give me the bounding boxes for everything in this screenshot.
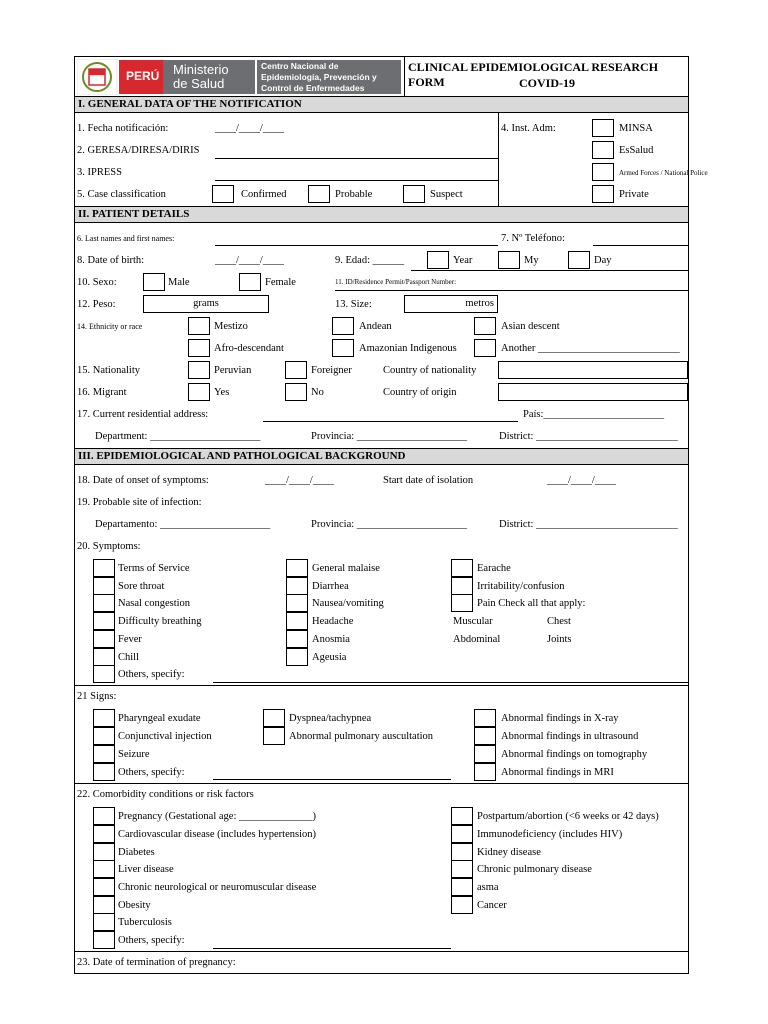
sign-checkbox[interactable]	[93, 709, 115, 727]
label-weight: 12. Peso:	[77, 299, 116, 310]
andean-checkbox[interactable]	[332, 317, 354, 335]
label-ipress: 3. IPRESS	[77, 167, 122, 178]
names-line[interactable]	[215, 245, 498, 246]
sign-checkbox[interactable]	[93, 745, 115, 763]
symptom-label: Nausea/vomiting	[312, 598, 384, 609]
comorbidity-label: Cancer	[477, 900, 507, 911]
logo-center-1: Centro Nacional de	[261, 61, 339, 71]
symptom-label: Irritability/confusion	[477, 581, 565, 592]
sign-label: Abnormal findings in ultrasound	[501, 731, 639, 742]
label-pais: País:_______________________	[523, 409, 665, 420]
symptom-checkbox[interactable]	[286, 612, 308, 630]
comorbidity-label: Chronic pulmonary disease	[477, 864, 592, 875]
id-line[interactable]	[335, 290, 688, 291]
comorbidity-checkbox[interactable]	[93, 896, 115, 914]
label-dob: 8. Date of birth:	[77, 255, 145, 266]
symptom-checkbox[interactable]	[451, 577, 473, 595]
comorbidity-checkbox[interactable]	[451, 878, 473, 896]
comorbidity-label: Cardiovascular disease (includes hypertension)	[118, 829, 316, 840]
onset-date-field[interactable]: ____/____/____	[265, 475, 334, 486]
migrant-yes-checkbox[interactable]	[188, 383, 210, 401]
sign-checkbox[interactable]	[474, 745, 496, 763]
comorbidity-label: Diabetes	[118, 847, 155, 858]
label-armed-forces: Armed Forces / National Police	[619, 169, 708, 177]
symptom-checkbox[interactable]	[93, 559, 115, 577]
divider-20-21	[75, 685, 688, 686]
comorbidity-label: Postpartum/abortion (<6 weeks or 42 days)	[477, 811, 659, 822]
symptom-label: Earache	[477, 563, 511, 574]
sign-checkbox[interactable]	[474, 709, 496, 727]
symptom-label: Sore throat	[118, 581, 165, 592]
label-mestizo: Mestizo	[214, 321, 248, 332]
comorbidity-checkbox[interactable]	[451, 860, 473, 878]
label-year: Year	[453, 255, 473, 266]
comorbidity-checkbox[interactable]	[451, 807, 473, 825]
label-country-nationality: Country of nationality	[383, 365, 477, 376]
label-afro: Afro-descendant	[214, 343, 284, 354]
header-divider	[404, 57, 405, 97]
peruvian-checkbox[interactable]	[188, 361, 210, 379]
essalud-checkbox[interactable]	[592, 141, 614, 159]
label-andean: Andean	[359, 321, 392, 332]
divider-21-22	[75, 783, 688, 784]
logo-ministry-1: Ministerio	[173, 62, 229, 77]
label-nationality: 15. Nationality	[77, 365, 140, 376]
label-id-number: 11. ID/Residence Permit/Passport Number:	[335, 278, 457, 286]
minsa-logo	[77, 59, 402, 95]
comorbidity-checkbox[interactable]	[93, 807, 115, 825]
age-underline	[411, 270, 688, 271]
pain-chest-label: Chest	[547, 616, 571, 627]
label-my: My	[524, 255, 539, 266]
address-line[interactable]	[263, 421, 518, 422]
confirmed-checkbox[interactable]	[212, 185, 234, 203]
symptom-label: Others, specify:	[118, 669, 185, 680]
sign-checkbox[interactable]	[263, 727, 285, 745]
comorbidity-others-line[interactable]	[213, 948, 451, 949]
day-checkbox[interactable]	[568, 251, 590, 269]
migrant-no-checkbox[interactable]	[285, 383, 307, 401]
pain-abdominal-label: Abdominal	[453, 634, 501, 645]
label-private: Private	[619, 189, 649, 200]
label-departamento: Departamento: _____________________	[95, 519, 271, 530]
label-notification-date: 1. Fecha notificación:	[77, 123, 169, 134]
pain-muscular-label: Muscular	[453, 616, 493, 627]
dob-field[interactable]: ____/____/____	[215, 255, 284, 266]
label-minsa: MINSA	[619, 123, 653, 134]
comorbidity-checkbox[interactable]	[93, 931, 115, 949]
symptom-checkbox[interactable]	[93, 577, 115, 595]
size-input[interactable]	[404, 295, 498, 313]
sign-checkbox[interactable]	[93, 727, 115, 745]
sign-label: Seizure	[118, 749, 150, 760]
comorbidity-checkbox[interactable]	[451, 843, 473, 861]
suspect-checkbox[interactable]	[403, 185, 425, 203]
symptom-label: General malaise	[312, 563, 380, 574]
label-isolation-date: Start date of isolation	[383, 475, 474, 486]
comorbidity-checkbox[interactable]	[93, 860, 115, 878]
section-3-heading: III. EPIDEMIOLOGICAL AND PATHOLOGICAL BACKGROUND	[75, 448, 688, 465]
year-checkbox[interactable]	[427, 251, 449, 269]
weight-input[interactable]	[143, 295, 269, 313]
label-male: Male	[168, 277, 190, 288]
comorbidity-checkbox[interactable]	[451, 896, 473, 914]
amazonian-checkbox[interactable]	[332, 339, 354, 357]
symptom-checkbox[interactable]	[93, 594, 115, 612]
symptom-checkbox[interactable]	[93, 612, 115, 630]
comorbidity-label: Liver disease	[118, 864, 174, 875]
comorbidity-label: Others, specify:	[118, 935, 185, 946]
symptom-label: Ageusia	[312, 652, 347, 663]
comorbidity-label: Obesity	[118, 900, 151, 911]
label-peruvian: Peruvian	[214, 365, 252, 376]
symptom-checkbox[interactable]	[286, 577, 308, 595]
symptom-checkbox[interactable]	[286, 630, 308, 648]
private-checkbox[interactable]	[592, 185, 614, 203]
label-district-19: District: ___________________________	[499, 519, 678, 530]
symptom-checkbox[interactable]	[93, 648, 115, 666]
another-checkbox[interactable]	[474, 339, 496, 357]
symptom-checkbox[interactable]	[451, 594, 473, 612]
label-pregnancy-termination: 23. Date of termination of pregnancy:	[77, 957, 236, 968]
logo-ministry-2: de Salud	[173, 76, 225, 91]
s1-divider	[498, 112, 499, 207]
sign-checkbox[interactable]	[474, 727, 496, 745]
label-ethnicity: 14. Ethnicity or race	[77, 322, 143, 331]
comorbidity-label: Tuberculosis	[118, 917, 172, 928]
sign-label: Others, specify:	[118, 767, 185, 778]
weight-unit: grams	[193, 298, 219, 309]
label-size: 13. Size:	[335, 299, 372, 310]
pain-joints-label: Joints	[547, 634, 572, 645]
symptom-checkbox[interactable]	[286, 559, 308, 577]
label-names: 6. Last names and first names:	[77, 234, 175, 243]
symptom-label: Chill	[118, 652, 140, 663]
symptom-label: Nasal congestion	[118, 598, 191, 609]
symptoms-others-line[interactable]	[213, 682, 688, 683]
label-probable: Probable	[335, 189, 373, 200]
symptom-label: Diarrhea	[312, 581, 349, 592]
sign-checkbox[interactable]	[263, 709, 285, 727]
label-infection-site: 19. Probable site of infection:	[77, 497, 202, 508]
sign-checkbox[interactable]	[474, 763, 496, 781]
comorbidity-label: Chronic neurological or neuromuscular disease	[118, 882, 317, 893]
comorbidity-label: Kidney disease	[477, 847, 541, 858]
label-asian: Asian descent	[501, 321, 560, 332]
label-essalud: EsSalud	[619, 145, 654, 156]
label-confirmed: Confirmed	[241, 189, 287, 200]
logo-center-3: Control de Enfermedades	[261, 83, 365, 93]
country-nationality-input[interactable]	[498, 361, 688, 379]
section-1-heading: I. GENERAL DATA OF THE NOTIFICATION	[75, 96, 688, 113]
label-symptoms: 20. Symptoms:	[77, 541, 141, 552]
label-comorbidity: 22. Comorbidity conditions or risk factors	[77, 789, 254, 800]
label-foreigner: Foreigner	[311, 365, 352, 376]
male-checkbox[interactable]	[143, 273, 165, 291]
comorbidity-checkbox[interactable]	[93, 878, 115, 896]
label-amazonian: Amazonian Indigenous	[359, 343, 457, 354]
form-subtitle: COVID-19	[519, 76, 575, 90]
phone-line[interactable]	[593, 245, 688, 246]
size-unit: metros	[465, 298, 494, 309]
symptom-label: Pain Check all that apply:	[477, 598, 586, 609]
geresa-line[interactable]	[215, 158, 498, 159]
divider-22-23	[75, 951, 688, 952]
label-inst-adm: 4. Inst. Adm:	[501, 123, 556, 134]
symptom-checkbox[interactable]	[93, 630, 115, 648]
label-sex: 10. Sexo:	[77, 277, 117, 288]
symptom-label: Fever	[118, 634, 142, 645]
label-migrant: 16. Migrant	[77, 387, 127, 398]
signs-others-line[interactable]	[213, 779, 451, 780]
comorbidity-checkbox[interactable]	[93, 825, 115, 843]
female-checkbox[interactable]	[239, 273, 261, 291]
comorbidity-label: asma	[477, 882, 499, 893]
comorbidity-checkbox[interactable]	[93, 843, 115, 861]
form-title: CLINICAL EPIDEMIOLOGICAL RESEARCH FORM	[408, 60, 659, 89]
foreigner-checkbox[interactable]	[285, 361, 307, 379]
sign-label: Abnormal findings on tomography	[501, 749, 648, 760]
symptom-label: Terms of Service	[118, 563, 190, 574]
sign-label: Conjunctival injection	[118, 731, 212, 742]
label-case-classification: 5. Case classification	[77, 189, 166, 200]
label-suspect: Suspect	[430, 189, 463, 200]
my-checkbox[interactable]	[498, 251, 520, 269]
label-provincia: Provincia: _____________________	[311, 519, 468, 530]
probable-checkbox[interactable]	[308, 185, 330, 203]
symptom-label: Difficulty breathing	[118, 616, 202, 627]
label-day: Day	[594, 255, 612, 266]
label-age: 9. Edad: ______	[335, 255, 405, 266]
afro-checkbox[interactable]	[188, 339, 210, 357]
comorbidity-checkbox[interactable]	[93, 913, 115, 931]
label-yes: Yes	[214, 387, 230, 398]
label-address: 17. Current residential address:	[77, 409, 209, 420]
ipress-line[interactable]	[215, 180, 498, 181]
logo-country: PERÚ	[126, 69, 160, 83]
label-phone: 7. Nº Teléfono:	[501, 233, 565, 244]
label-geresa: 2. GERESA/DIRESA/DIRIS	[77, 145, 200, 156]
symptom-checkbox[interactable]	[451, 559, 473, 577]
symptom-checkbox[interactable]	[286, 648, 308, 666]
label-district: District: ___________________________	[499, 431, 678, 442]
isolation-date-field[interactable]: ____/____/____	[547, 475, 616, 486]
sign-label: Dyspnea/tachypnea	[289, 713, 372, 724]
sign-label: Pharyngeal exudate	[118, 713, 201, 724]
sign-label: Abnormal findings in X-ray	[501, 713, 619, 724]
mestizo-checkbox[interactable]	[188, 317, 210, 335]
section-2-heading: II. PATIENT DETAILS	[75, 206, 688, 223]
label-another: Another ___________________________	[501, 343, 680, 354]
asian-checkbox[interactable]	[474, 317, 496, 335]
country-origin-input[interactable]	[498, 383, 688, 401]
sign-label: Abnormal pulmonary auscultation	[289, 731, 434, 742]
comorbidity-label: Immunodeficiency (includes HIV)	[477, 829, 623, 840]
logo-center-2: Epidemiología, Prevención y	[261, 72, 377, 82]
symptom-checkbox[interactable]	[93, 665, 115, 683]
label-signs: 21 Signs:	[77, 691, 117, 702]
comorbidity-checkbox[interactable]	[451, 825, 473, 843]
symptom-label: Headache	[312, 616, 354, 627]
label-onset-date: 18. Date of onset of symptoms:	[77, 475, 209, 486]
minsa-checkbox[interactable]	[592, 119, 614, 137]
label-department: Department: _____________________	[95, 431, 261, 442]
sign-label: Abnormal findings in MRI	[501, 767, 614, 778]
label-province: Provincia: _____________________	[311, 431, 468, 442]
label-country-origin: Country of origin	[383, 387, 457, 398]
armed-forces-checkbox[interactable]	[592, 163, 614, 181]
label-female: Female	[265, 277, 296, 288]
clinical-form	[74, 56, 708, 974]
notification-date-field[interactable]: ____/____/____	[215, 123, 284, 134]
symptom-label: Anosmia	[312, 634, 350, 645]
label-no: No	[311, 387, 324, 398]
symptom-checkbox[interactable]	[286, 594, 308, 612]
sign-checkbox[interactable]	[93, 763, 115, 781]
comorbidity-label: Pregnancy (Gestational age: ______________)	[118, 811, 316, 822]
